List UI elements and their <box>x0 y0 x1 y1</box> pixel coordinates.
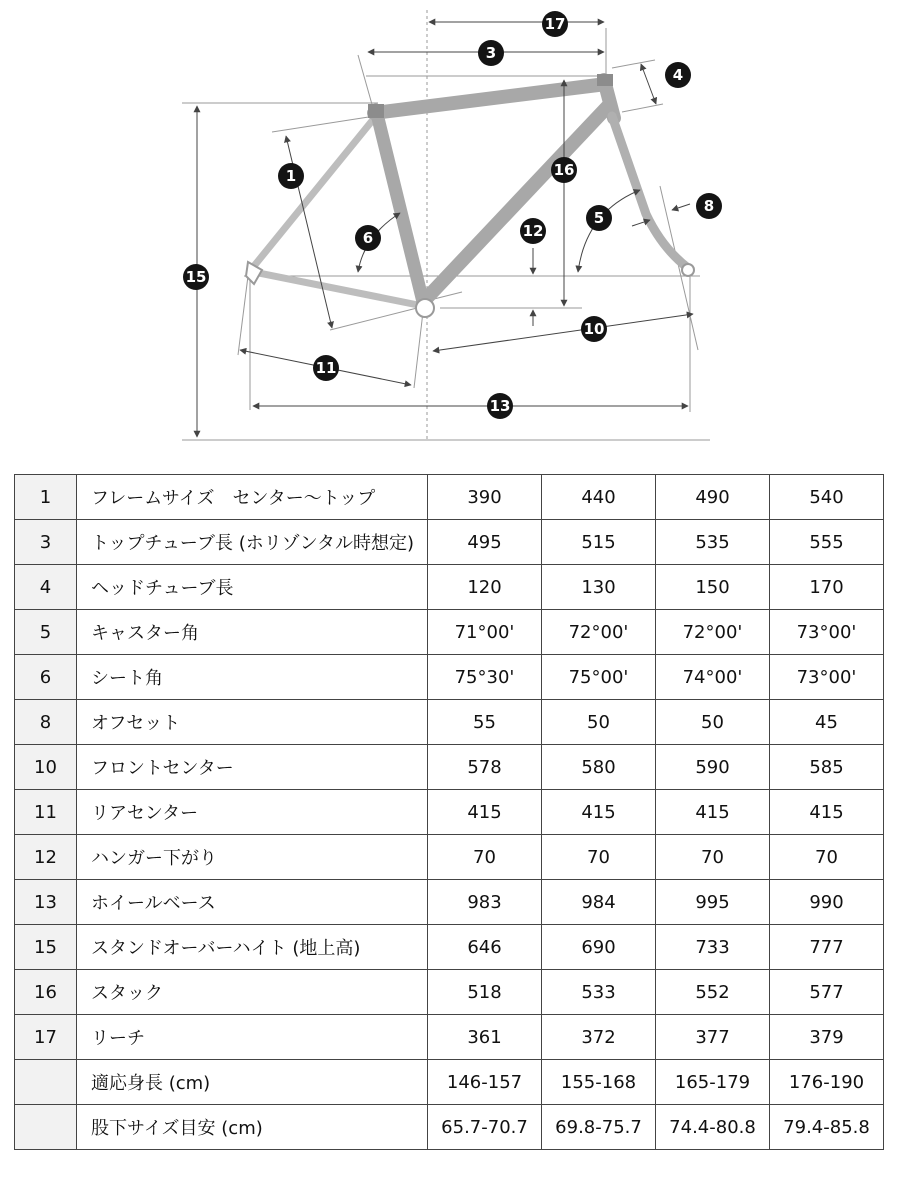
size-value-2: 533 <box>542 970 656 1015</box>
row-label: オフセット <box>77 700 428 745</box>
row-number: 13 <box>15 880 77 925</box>
size-value-4: 555 <box>770 520 884 565</box>
size-value-4: 176-190 <box>770 1060 884 1105</box>
bottom-bracket <box>416 299 434 317</box>
seat-clamp <box>368 104 384 118</box>
size-value-3: 72°00' <box>656 610 770 655</box>
size-value-4: 73°00' <box>770 610 884 655</box>
size-value-2: 415 <box>542 790 656 835</box>
fork <box>612 116 688 268</box>
row-label: フレームサイズ センター〜トップ <box>77 475 428 520</box>
row-number: 10 <box>15 745 77 790</box>
row-label: ハンガー下がり <box>77 835 428 880</box>
row-number: 17 <box>15 1015 77 1060</box>
row-label: ヘッドチューブ長 <box>77 565 428 610</box>
size-value-3: 150 <box>656 565 770 610</box>
marker-10 <box>581 316 607 342</box>
row-number: 5 <box>15 610 77 655</box>
size-value-1: 361 <box>428 1015 542 1060</box>
size-value-1: 65.7-70.7 <box>428 1105 542 1150</box>
size-value-4: 379 <box>770 1015 884 1060</box>
size-value-4: 70 <box>770 835 884 880</box>
marker-5 <box>586 205 612 231</box>
svg-text:3: 3 <box>485 44 497 62</box>
svg-text:1: 1 <box>285 167 297 185</box>
size-value-2: 984 <box>542 880 656 925</box>
table-row <box>15 745 884 790</box>
size-value-1: 71°00' <box>428 610 542 655</box>
size-value-3: 165-179 <box>656 1060 770 1105</box>
row-number <box>15 1105 77 1150</box>
svg-text:15: 15 <box>185 268 207 286</box>
down-tube <box>423 104 610 302</box>
size-value-1: 390 <box>428 475 542 520</box>
row-number: 4 <box>15 565 77 610</box>
row-label: シート角 <box>77 655 428 700</box>
table-row <box>15 565 884 610</box>
size-value-2: 70 <box>542 835 656 880</box>
marker-1 <box>278 163 304 189</box>
size-value-1: 518 <box>428 970 542 1015</box>
size-value-3: 995 <box>656 880 770 925</box>
table-row <box>15 1015 884 1060</box>
row-number: 16 <box>15 970 77 1015</box>
size-value-3: 74.4-80.8 <box>656 1105 770 1150</box>
row-number: 6 <box>15 655 77 700</box>
size-value-2: 69.8-75.7 <box>542 1105 656 1150</box>
size-value-2: 50 <box>542 700 656 745</box>
size-value-4: 45 <box>770 700 884 745</box>
svg-text:6: 6 <box>362 229 374 247</box>
marker-3 <box>478 40 504 66</box>
size-value-3: 552 <box>656 970 770 1015</box>
size-value-1: 983 <box>428 880 542 925</box>
size-value-3: 70 <box>656 835 770 880</box>
size-value-2: 130 <box>542 565 656 610</box>
table-row <box>15 790 884 835</box>
row-label: 適応身長 (cm) <box>77 1060 428 1105</box>
marker-11 <box>313 355 339 381</box>
size-value-2: 580 <box>542 745 656 790</box>
table-row <box>15 610 884 655</box>
svg-text:16: 16 <box>553 161 575 179</box>
marker-4 <box>665 62 691 88</box>
size-value-2: 515 <box>542 520 656 565</box>
svg-text:8: 8 <box>703 197 715 215</box>
size-value-3: 590 <box>656 745 770 790</box>
size-value-1: 146-157 <box>428 1060 542 1105</box>
row-label: リアセンター <box>77 790 428 835</box>
size-value-4: 415 <box>770 790 884 835</box>
row-number: 15 <box>15 925 77 970</box>
row-number: 11 <box>15 790 77 835</box>
table-row <box>15 655 884 700</box>
table-row <box>15 835 884 880</box>
table-row <box>15 520 884 565</box>
size-value-4: 540 <box>770 475 884 520</box>
size-value-2: 440 <box>542 475 656 520</box>
row-number <box>15 1060 77 1105</box>
marker-6 <box>355 225 381 251</box>
size-value-2: 72°00' <box>542 610 656 655</box>
svg-text:13: 13 <box>489 397 511 415</box>
dim-offset-arrow-a <box>672 204 690 210</box>
spec-table-body <box>15 475 884 1150</box>
svg-text:4: 4 <box>672 66 684 84</box>
row-number: 3 <box>15 520 77 565</box>
size-value-3: 733 <box>656 925 770 970</box>
size-value-1: 646 <box>428 925 542 970</box>
table-row <box>15 700 884 745</box>
row-label: ホイールベース <box>77 880 428 925</box>
svg-text:17: 17 <box>544 15 566 33</box>
marker-8 <box>696 193 722 219</box>
row-label: リーチ <box>77 1015 428 1060</box>
size-value-4: 170 <box>770 565 884 610</box>
table-row <box>15 1105 884 1150</box>
size-value-3: 50 <box>656 700 770 745</box>
row-label: 股下サイズ目安 (cm) <box>77 1105 428 1150</box>
size-value-1: 578 <box>428 745 542 790</box>
size-value-4: 777 <box>770 925 884 970</box>
size-value-1: 70 <box>428 835 542 880</box>
svg-text:11: 11 <box>315 359 337 377</box>
size-value-3: 490 <box>656 475 770 520</box>
row-label: スタック <box>77 970 428 1015</box>
size-value-1: 495 <box>428 520 542 565</box>
size-value-3: 377 <box>656 1015 770 1060</box>
table-row <box>15 925 884 970</box>
size-value-2: 690 <box>542 925 656 970</box>
size-value-2: 372 <box>542 1015 656 1060</box>
table-row <box>15 475 884 520</box>
size-value-1: 415 <box>428 790 542 835</box>
size-value-2: 155-168 <box>542 1060 656 1105</box>
size-value-4: 73°00' <box>770 655 884 700</box>
row-label: フロントセンター <box>77 745 428 790</box>
size-value-4: 79.4-85.8 <box>770 1105 884 1150</box>
size-value-3: 535 <box>656 520 770 565</box>
svg-text:5: 5 <box>593 209 605 227</box>
headset-top <box>597 74 613 86</box>
size-value-4: 577 <box>770 970 884 1015</box>
dim-front-center-arrow <box>433 314 693 351</box>
row-label: トップチューブ長 (ホリゾンタル時想定) <box>77 520 428 565</box>
table-row <box>15 970 884 1015</box>
front-dropout <box>682 264 694 276</box>
size-value-4: 990 <box>770 880 884 925</box>
size-value-1: 120 <box>428 565 542 610</box>
table-row <box>15 880 884 925</box>
size-value-1: 75°30' <box>428 655 542 700</box>
table-row <box>15 1060 884 1105</box>
row-number: 8 <box>15 700 77 745</box>
geometry-spec-table <box>14 474 884 1150</box>
rear-dropout <box>246 262 262 284</box>
size-value-4: 585 <box>770 745 884 790</box>
row-label: キャスター角 <box>77 610 428 655</box>
size-value-3: 74°00' <box>656 655 770 700</box>
svg-text:10: 10 <box>583 320 605 338</box>
marker-13 <box>487 393 513 419</box>
marker-12 <box>520 218 546 244</box>
top-tube <box>374 84 606 113</box>
size-value-1: 55 <box>428 700 542 745</box>
row-label: スタンドオーバーハイト (地上高) <box>77 925 428 970</box>
marker-15 <box>183 264 209 290</box>
dimension-arrows <box>197 22 693 437</box>
dim-head-tube-arrow <box>641 64 656 104</box>
svg-text:12: 12 <box>522 222 544 240</box>
row-number: 12 <box>15 835 77 880</box>
chain-stay <box>254 272 423 306</box>
frame-geometry-diagram <box>0 0 900 460</box>
seat-tube <box>376 110 423 302</box>
size-value-2: 75°00' <box>542 655 656 700</box>
reference-lines <box>182 28 710 440</box>
row-number: 1 <box>15 475 77 520</box>
dim-caster-angle-arc <box>578 190 640 272</box>
marker-17 <box>542 11 568 37</box>
size-value-3: 415 <box>656 790 770 835</box>
marker-16 <box>551 157 577 183</box>
